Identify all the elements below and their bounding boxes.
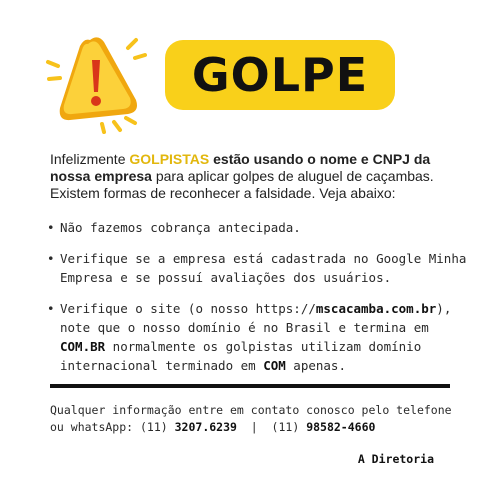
site-domain: mscacamba.com.br (315, 301, 437, 316)
tip-2-text: Verifique se a empresa está cadastrada no Google Minha Empresa e se possuí avaliações dos usuários. (60, 251, 467, 285)
golpe-badge (165, 40, 395, 110)
tip-3-text-d: apenas. (285, 358, 346, 373)
contact-info (50, 402, 470, 436)
list-item: • Verifique o site (o nosso https://mscacamba.com.br), note que o nosso domínio é no Brasil e termina em COM.BR normalmente os golpistas utilizam domínio internacional terminado em COM apenas. (47, 301, 452, 373)
tip-3-text-c: normalmente os golpistas utilizam domínio internacional terminado em (60, 339, 422, 373)
intro-text-3: para aplicar golpes de aluguel de caçambas. Existem formas de reconhecer a falsidade. Veja abaixo: (50, 168, 434, 201)
contact-text: Qualquer informação entre em contato conosco pelo telefone ou whatsApp: (11) (50, 403, 452, 434)
intro-highlight: GOLPISTAS (129, 151, 210, 167)
com-label: COM (263, 358, 286, 373)
phone-1: 3207.6239 (174, 420, 237, 434)
warning-triangle-icon (40, 26, 150, 136)
divider (50, 384, 450, 388)
phone-2: 98582-4660 (306, 420, 376, 434)
tip-3-text-b: ), note que o nosso domínio é no Brasil e termina em (60, 301, 452, 335)
intro-text-2: estão usando o nome e CNPJ da nossa empresa (50, 151, 431, 184)
tip-3-text-a: Verifique o site (o nosso https:// (60, 301, 316, 316)
badge-title: GOLPE (191, 48, 369, 102)
contact-separator: | (11) (236, 420, 307, 434)
intro-text-1: Infelizmente (50, 151, 130, 167)
intro-paragraph (50, 151, 450, 202)
list-item: • Não fazemos cobrança antecipada. (47, 220, 301, 235)
tip-1-text: Não fazemos cobrança antecipada. (60, 220, 301, 235)
com-br-label: COM.BR (60, 339, 106, 354)
list-item: • Verifique se a empresa está cadastrada no Google Minha Empresa e se possuí avaliações dos usuários. (47, 251, 467, 285)
tips-list (47, 218, 467, 387)
signature: A Diretoria (357, 452, 434, 466)
